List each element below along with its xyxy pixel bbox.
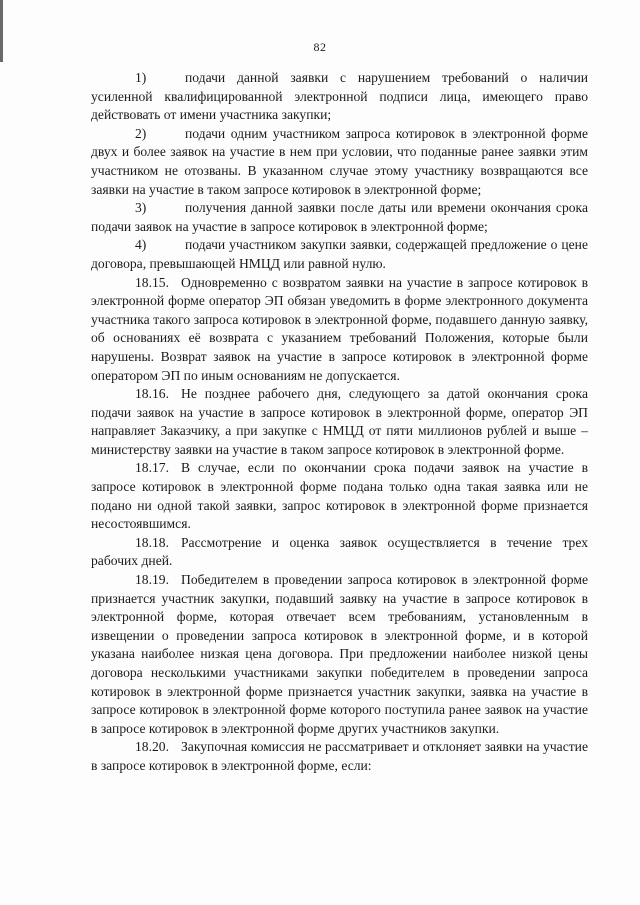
clause-number: 18.15.	[135, 274, 169, 290]
clause-number: 18.17.	[135, 460, 169, 476]
clause-number: 18.20.	[135, 739, 169, 755]
list-item-3	[91, 199, 588, 236]
page-number: 82	[313, 40, 327, 54]
item-text: подачи данной заявки с нарушением требований о наличии усиленной квалифицированной электронной подписи лица, имеющего право действовать от имени участника закупки;	[91, 70, 588, 123]
clause-text: Одновременно с возвратом заявки на участие в запросе котировок в электронной форме оператор ЭП обязан уведомить в форме электронного документа участника такого запроса котировок в электронной форме, подавшего данную заявку, об основаниях её возврата с указанием требований Положения, которые были нарушены. Возврат заявок на участие в запросе котировок в электронной форме оператором ЭП по иным основаниям не допускается.	[91, 274, 588, 383]
item-text: получения данной заявки после даты или времени окончания срока подачи заявок на участие в запросе котировок в электронной форме;	[91, 200, 588, 234]
clause-18-19	[91, 571, 588, 738]
clause-18-15	[91, 274, 588, 386]
item-number: 4)	[135, 237, 147, 253]
item-number: 2)	[135, 125, 147, 141]
clause-number: 18.18.	[135, 534, 169, 550]
clause-text: Не позднее рабочего дня, следующего за датой окончания срока подачи заявок на участие в запросе котировок в электронной форме, оператор ЭП направляет Заказчику, а при закупке с НМЦД от пяти миллионов рублей и выше – министерству заявки на участие в таком запросе котировок в электронной форме.	[91, 386, 588, 457]
clause-18-18	[91, 534, 588, 571]
clause-18-20	[91, 738, 588, 775]
clause-text: Закупочная комиссия не рассматривает и отклоняет заявки на участие в запросе котировок в электронной форме, если:	[91, 739, 588, 773]
clause-18-17	[91, 459, 588, 533]
item-number: 1)	[135, 70, 147, 85]
document-body	[91, 69, 588, 776]
clause-text: В случае, если по окончании срока подачи заявок на участие в запросе котировок в электронной форме подана только одна такая заявка или не подано ни одной такой заявки, запрос котировок в электронной форме признается несостоявшимся.	[91, 460, 588, 532]
list-item-1	[91, 69, 588, 125]
item-text: подачи участником закупки заявки, содержащей предложение о цене договора, превышающей НМЦД или равной нулю.	[91, 237, 588, 271]
clause-text: Рассмотрение и оценка заявок осуществляется в течение трех рабочих дней.	[91, 534, 588, 569]
item-text: подачи одним участником запроса котировок в электронной форме двух и более заявок на участие в нем при условии, что поданные ранее заявки этим участником не отозваны. В указанном случае этому участнику возвращаются все заявки на участие в таком запросе котировок в электронной форме;	[91, 125, 588, 197]
clause-text: Победителем в проведении запроса котировок в электронной форме признается участник закупки, подавший заявку на участие в запросе котировок в электронной форме, которая отвечает всем требованиям, установленным в извещении о проведении запроса котировок в электронной форме, и в которой указана наиболее низкая цена договора. При предложении наиболее низкой цены договора несколькими участниками закупки победителем в проведении запроса котировок в электронной форме признается участник закупки, заявка на участие в запросе котировок в электронной форме которого поступила ранее заявок на участие в запросе котировок в электронной форме других участников закупки.	[91, 572, 588, 736]
list-item-4	[91, 236, 588, 273]
clause-number: 18.16.	[135, 386, 169, 402]
item-number: 3)	[135, 200, 147, 216]
clause-number: 18.19.	[135, 572, 169, 588]
list-item-2	[91, 125, 588, 199]
clause-18-16	[91, 385, 588, 459]
